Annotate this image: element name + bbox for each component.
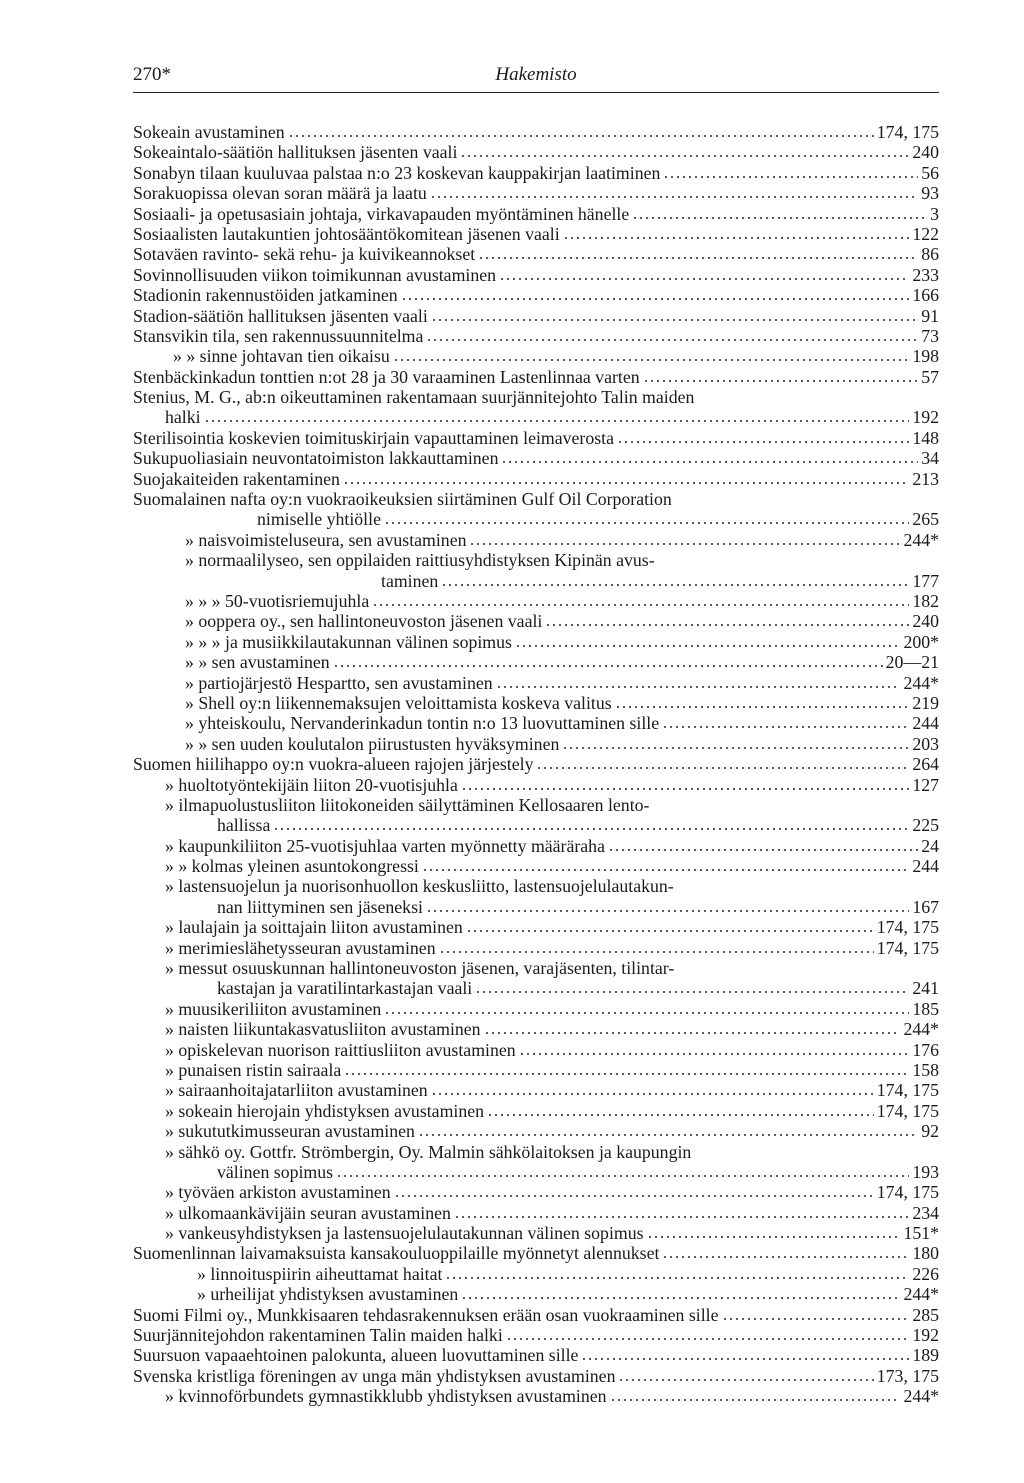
entry-page-ref: 86	[921, 244, 939, 265]
entry-text: Stadionin rakennustöiden jatkaminen	[133, 285, 398, 306]
dot-leader	[562, 740, 909, 750]
entry-text: » » sinne johtavan tien oikaisu	[173, 346, 390, 367]
entry-page-ref: 174, 175	[876, 1182, 939, 1203]
entry-text: » naisvoimisteluseura, sen avustaminen	[185, 529, 467, 550]
entry-text: Suurjännitejohdon rakentaminen Talin maiden halki	[133, 1325, 503, 1346]
entry-text: nan liittyminen sen jäseneksi	[217, 896, 423, 917]
index-entry	[133, 265, 939, 285]
entry-page-ref: 244	[912, 856, 939, 877]
dot-leader	[454, 1209, 909, 1219]
entry-text: Suojakaiteiden rakentaminen	[133, 468, 340, 489]
dot-leader	[617, 434, 909, 444]
entry-page-ref: 219	[912, 692, 939, 713]
index-entry	[133, 285, 939, 305]
dot-leader	[461, 1290, 900, 1300]
entry-page-ref: 20—21	[885, 652, 939, 673]
entry-text: » » sen avustaminen	[185, 652, 330, 673]
entry-text: » » sen uuden koulutalon piirustusten hyväksyminen	[185, 733, 560, 754]
dot-leader	[466, 923, 874, 933]
entry-page-ref: 182	[912, 590, 939, 611]
dot-leader	[563, 230, 910, 240]
entry-text: » kvinnoförbundets gymnastikklubb yhdistyksen avustaminen	[165, 1386, 607, 1407]
dot-leader	[372, 597, 909, 607]
entry-text: » messut osuuskunnan hallintoneuvoston jäsenen, varajäsenten, tilintar-	[165, 958, 675, 979]
index-entry	[133, 1264, 939, 1284]
dot-leader	[496, 679, 901, 689]
index-entry	[133, 489, 939, 509]
dot-leader	[439, 944, 874, 954]
entry-text: » ilmapuolustusliiton liitokoneiden säilyttäminen Kellosaaren lento-	[165, 794, 650, 815]
dot-leader	[431, 1086, 874, 1096]
dot-leader	[499, 271, 909, 281]
index-entry	[133, 122, 939, 142]
index-entry	[133, 836, 939, 856]
entry-text: » kaupunkiliiton 25-vuotisjuhlaa varten myönnetty määräraha	[165, 835, 605, 856]
entry-text: Sotaväen ravinto- sekä rehu- ja kuivikeannokset	[133, 244, 476, 265]
dot-leader	[393, 352, 910, 362]
dot-leader	[643, 373, 919, 383]
entry-text: Sokeaintalo-säätiön hallituksen jäsenten vaali	[133, 142, 458, 163]
entry-text: » yhteiskoulu, Nervanderinkadun tontin n:o 13 luovuttaminen sille	[185, 713, 660, 734]
dot-leader	[647, 1229, 901, 1239]
entry-page-ref: 226	[912, 1263, 939, 1284]
index-entry	[133, 509, 939, 529]
index-entry	[133, 530, 939, 550]
entry-text: » » » 50-vuotisriemujuhla	[185, 590, 370, 611]
dot-leader	[469, 536, 900, 546]
index-entries	[133, 122, 939, 1407]
dot-leader	[445, 1270, 909, 1280]
dot-leader	[401, 291, 910, 301]
entry-page-ref: 173, 175	[876, 1365, 939, 1386]
entry-text: » » kolmas yleinen asuntokongressi	[165, 856, 419, 877]
entry-text: välinen sopimus	[217, 1161, 334, 1182]
entry-text: Sokeain avustaminen	[133, 122, 285, 142]
index-entry	[133, 673, 939, 693]
index-entry	[133, 244, 939, 264]
entry-page-ref: 91	[921, 305, 939, 326]
dot-leader	[662, 719, 909, 729]
entry-text: » muusikeriliiton avustaminen	[165, 998, 382, 1019]
entry-text: Stansvikin tila, sen rakennussuunnitelma	[133, 325, 424, 346]
index-entry	[133, 1182, 939, 1202]
index-entry	[133, 734, 939, 754]
entry-text: nimiselle yhtiölle	[257, 509, 381, 530]
entry-text: » vankeusyhdistyksen ja lastensuojelulautakunnan välinen sopimus	[165, 1223, 644, 1244]
dot-leader	[336, 1168, 909, 1178]
dot-leader	[461, 781, 909, 791]
index-entry	[133, 224, 939, 244]
dot-leader	[506, 1331, 910, 1341]
index-entry	[133, 978, 939, 998]
entry-page-ref: 174, 175	[876, 937, 939, 958]
index-entry	[133, 754, 939, 774]
entry-page-ref: 234	[912, 1202, 939, 1223]
index-entry	[133, 571, 939, 591]
entry-text: Sonabyn tilaan kuuluvaa palstaa n:o 23 koskevan kauppakirjan laatiminen	[133, 162, 661, 183]
entry-text: » opiskelevan nuorison raittiusliiton avustaminen	[165, 1039, 516, 1060]
dot-leader	[431, 312, 918, 322]
index-entry	[133, 1121, 939, 1141]
entry-text: Stadion-säätiön hallituksen jäsenten vaali	[133, 305, 428, 326]
index-entry	[133, 795, 939, 815]
entry-page-ref: 244*	[903, 672, 939, 693]
index-entry	[133, 448, 939, 468]
index-entry	[133, 1386, 939, 1406]
entry-text: Suomalainen nafta oy:n vuokraoikeuksien siirtäminen Gulf Oil Corporation	[133, 489, 672, 510]
dot-leader	[384, 1005, 909, 1015]
index-entry	[133, 367, 939, 387]
entry-page-ref: 151*	[903, 1223, 939, 1244]
index-entry	[133, 1284, 939, 1304]
index-entry	[133, 1142, 939, 1162]
entry-text: » sukututkimusseuran avustaminen	[165, 1121, 415, 1142]
entry-page-ref: 174, 175	[876, 1080, 939, 1101]
index-entry	[133, 1060, 939, 1080]
entry-page-ref: 167	[912, 896, 939, 917]
index-entry	[133, 1040, 939, 1060]
dot-leader	[418, 1127, 918, 1137]
dot-leader	[344, 1066, 909, 1076]
entry-page-ref: 200*	[903, 631, 939, 652]
entry-page-ref: 189	[912, 1345, 939, 1366]
entry-page-ref: 56	[921, 162, 939, 183]
entry-page-ref: 244*	[903, 1386, 939, 1407]
dot-leader	[722, 1311, 910, 1321]
entry-page-ref: 225	[912, 815, 939, 836]
entry-page-ref: 3	[930, 203, 939, 224]
dot-leader	[422, 862, 909, 872]
entry-text: hallissa	[217, 815, 271, 836]
entry-page-ref: 192	[912, 407, 939, 428]
entry-text: » punaisen ristin sairaala	[165, 1059, 342, 1080]
entry-text: Suomen hiilihappo oy:n vuokra-alueen rajojen järjestely	[133, 754, 534, 775]
entry-page-ref: 34	[921, 448, 939, 469]
dot-leader	[501, 454, 918, 464]
dot-leader	[441, 577, 909, 587]
entry-page-ref: 93	[921, 183, 939, 204]
index-entry	[133, 938, 939, 958]
entry-text: » ulkomaankävijäin seuran avustaminen	[165, 1202, 451, 1223]
entry-page-ref: 240	[912, 611, 939, 632]
dot-leader	[615, 699, 910, 709]
entry-page-ref: 185	[912, 998, 939, 1019]
entry-text: » lastensuojelun ja nuorisonhuollon keskusliitto, lastensuojelulautakun-	[165, 876, 674, 897]
entry-text: Sorakuopissa olevan soran määrä ja laatu	[133, 183, 427, 204]
entry-page-ref: 127	[912, 774, 939, 795]
index-entry	[133, 713, 939, 733]
index-entry	[133, 163, 939, 183]
index-entry	[133, 999, 939, 1019]
entry-text: Sosiaalisten lautakuntien johtosääntökomitean jäsenen vaali	[133, 223, 560, 244]
entry-text: Sukupuoliasiain neuvontatoimiston lakkauttaminen	[133, 448, 499, 469]
index-entry	[133, 632, 939, 652]
index-entry	[133, 1080, 939, 1100]
index-entry	[133, 611, 939, 631]
entry-page-ref: 174, 175	[876, 122, 939, 142]
index-entry	[133, 652, 939, 672]
entry-text: » normaalilyseo, sen oppilaiden raittiusyhdistyksen Kipinän avus-	[185, 550, 655, 571]
entry-text: » » » ja musiikkilautakunnan välinen sopimus	[185, 631, 512, 652]
dot-leader	[460, 148, 909, 158]
entry-page-ref: 193	[912, 1161, 939, 1182]
dot-leader	[519, 1046, 910, 1056]
entry-page-ref: 57	[921, 366, 939, 387]
entry-page-ref: 244	[912, 713, 939, 734]
index-entry	[133, 917, 939, 937]
index-entry	[133, 775, 939, 795]
entry-page-ref: 192	[912, 1325, 939, 1346]
index-entry	[133, 1223, 939, 1243]
index-entry	[133, 1325, 939, 1345]
dot-leader	[618, 1372, 873, 1382]
index-entry	[133, 1162, 939, 1182]
entry-page-ref: 174, 175	[876, 1100, 939, 1121]
entry-text: » Shell oy:n liikennemaksujen veloittamista koskeva valitus	[185, 692, 612, 713]
index-entry	[133, 958, 939, 978]
index-entry	[133, 856, 939, 876]
index-entry	[133, 1101, 939, 1121]
entry-page-ref: 158	[912, 1059, 939, 1080]
entry-text: » linnoituspiirin aiheuttamat haitat	[197, 1263, 443, 1284]
index-entry	[133, 326, 939, 346]
index-entry	[133, 204, 939, 224]
entry-text: Suomi Filmi oy., Munkkisaaren tehdasrakennuksen erään osan vuokraaminen sille	[133, 1304, 719, 1325]
dot-leader	[515, 638, 900, 648]
index-entry	[133, 428, 939, 448]
index-entry	[133, 693, 939, 713]
index-entry	[133, 142, 939, 162]
index-entry	[133, 346, 939, 366]
entry-page-ref: 244*	[903, 1019, 939, 1040]
dot-leader	[478, 250, 918, 260]
index-entry	[133, 387, 939, 407]
index-entry	[133, 876, 939, 896]
dot-leader	[430, 189, 918, 199]
index-entry	[133, 591, 939, 611]
index-entry	[133, 183, 939, 203]
entry-page-ref: 176	[912, 1039, 939, 1060]
dot-leader	[333, 658, 883, 668]
entry-page-ref: 285	[912, 1304, 939, 1325]
entry-page-ref: 203	[912, 733, 939, 754]
entry-page-ref: 24	[921, 835, 939, 856]
entry-page-ref: 213	[912, 468, 939, 489]
entry-text: Sterilisointia koskevien toimituskirjain vapauttaminen leimaverosta	[133, 427, 614, 448]
entry-text: halki	[165, 407, 201, 428]
dot-leader	[426, 903, 909, 913]
entry-text: Stenbäckinkadun tonttien n:ot 28 ja 30 varaaminen Lastenlinnaa varten	[133, 366, 640, 387]
entry-page-ref: 240	[912, 142, 939, 163]
entry-text: » sokeain hierojain yhdistyksen avustaminen	[165, 1100, 485, 1121]
entry-page-ref: 241	[912, 978, 939, 999]
dot-leader	[343, 475, 909, 485]
dot-leader	[610, 1392, 901, 1402]
index-entry	[133, 1345, 939, 1365]
dot-leader	[288, 128, 874, 138]
entry-page-ref: 244*	[903, 529, 939, 550]
entry-text: kastajan ja varatilintarkastajan vaali	[217, 978, 473, 999]
page-header	[133, 62, 939, 93]
entry-page-ref: 264	[912, 754, 939, 775]
index-entry	[133, 897, 939, 917]
entry-page-ref: 177	[912, 570, 939, 591]
dot-leader	[204, 413, 910, 423]
dot-leader	[273, 821, 909, 831]
entry-text: Stenius, M. G., ab:n oikeuttaminen rakentamaan suurjännitejohto Talin maiden	[133, 387, 695, 408]
entry-page-ref: 180	[912, 1243, 939, 1264]
entry-page-ref: 174, 175	[876, 917, 939, 938]
running-title: Hakemisto	[495, 64, 577, 85]
page-number: 270*	[133, 64, 171, 85]
dot-leader	[475, 984, 909, 994]
index-entry	[133, 1019, 939, 1039]
entry-text: Sosiaali- ja opetusasiain johtaja, virkavapauden myöntäminen hänelle	[133, 203, 630, 224]
index-entry	[133, 407, 939, 427]
index-entry	[133, 815, 939, 835]
entry-page-ref: 233	[912, 264, 939, 285]
dot-leader	[484, 1025, 901, 1035]
dot-leader	[663, 169, 918, 179]
index-entry	[133, 1305, 939, 1325]
index-entry	[133, 550, 939, 570]
entry-page-ref: 148	[912, 427, 939, 448]
index-entry	[133, 1203, 939, 1223]
entry-text: » työväen arkiston avustaminen	[165, 1182, 391, 1203]
entry-text: » ooppera oy., sen hallintoneuvoston jäsenen vaali	[185, 611, 543, 632]
entry-text: » laulajain ja soittajain liiton avustaminen	[165, 917, 463, 938]
dot-leader	[662, 1249, 909, 1259]
entry-text: Suursuon vapaaehtoinen palokunta, alueen luovuttaminen sille	[133, 1345, 579, 1366]
entry-text: » sairaanhoitajatarliiton avustaminen	[165, 1080, 428, 1101]
dot-leader	[545, 617, 909, 627]
dot-leader	[581, 1351, 909, 1361]
entry-text: » sähkö oy. Gottfr. Strömbergin, Oy. Malmin sähkölaitoksen ja kaupungin	[165, 1141, 692, 1162]
dot-leader	[426, 332, 918, 342]
entry-page-ref: 73	[921, 325, 939, 346]
index-entry	[133, 1366, 939, 1386]
entry-text: » merimieslähetysseuran avustaminen	[165, 937, 436, 958]
entry-text: » huoltotyöntekijäin liiton 20-vuotisjuhla	[165, 774, 458, 795]
dot-leader	[394, 1188, 874, 1198]
dot-leader	[384, 515, 909, 525]
dot-leader	[536, 760, 909, 770]
entry-page-ref: 244*	[903, 1284, 939, 1305]
entry-page-ref: 166	[912, 285, 939, 306]
entry-text: Svenska kristliga föreningen av unga män yhdistyksen avustaminen	[133, 1365, 616, 1386]
index-entry	[133, 1243, 939, 1263]
entry-page-ref: 265	[912, 509, 939, 530]
entry-text: » partiojärjestö Hespartto, sen avustaminen	[185, 672, 493, 693]
dot-leader	[632, 210, 927, 220]
entry-page-ref: 198	[912, 346, 939, 367]
entry-text: » urheilijat yhdistyksen avustaminen	[197, 1284, 459, 1305]
dot-leader	[608, 842, 918, 852]
entry-text: Sovinnollisuuden viikon toimikunnan avustaminen	[133, 264, 497, 285]
entry-text: Suomenlinnan laivamaksuista kansakouluoppilaille myönnetyt alennukset	[133, 1243, 660, 1264]
entry-text: » naisten liikuntakasvatusliiton avustaminen	[165, 1019, 481, 1040]
entry-text: taminen	[381, 570, 439, 591]
index-entry	[133, 306, 939, 326]
dot-leader	[487, 1107, 874, 1117]
entry-page-ref: 92	[921, 1121, 939, 1142]
entry-page-ref: 122	[912, 223, 939, 244]
index-entry	[133, 469, 939, 489]
